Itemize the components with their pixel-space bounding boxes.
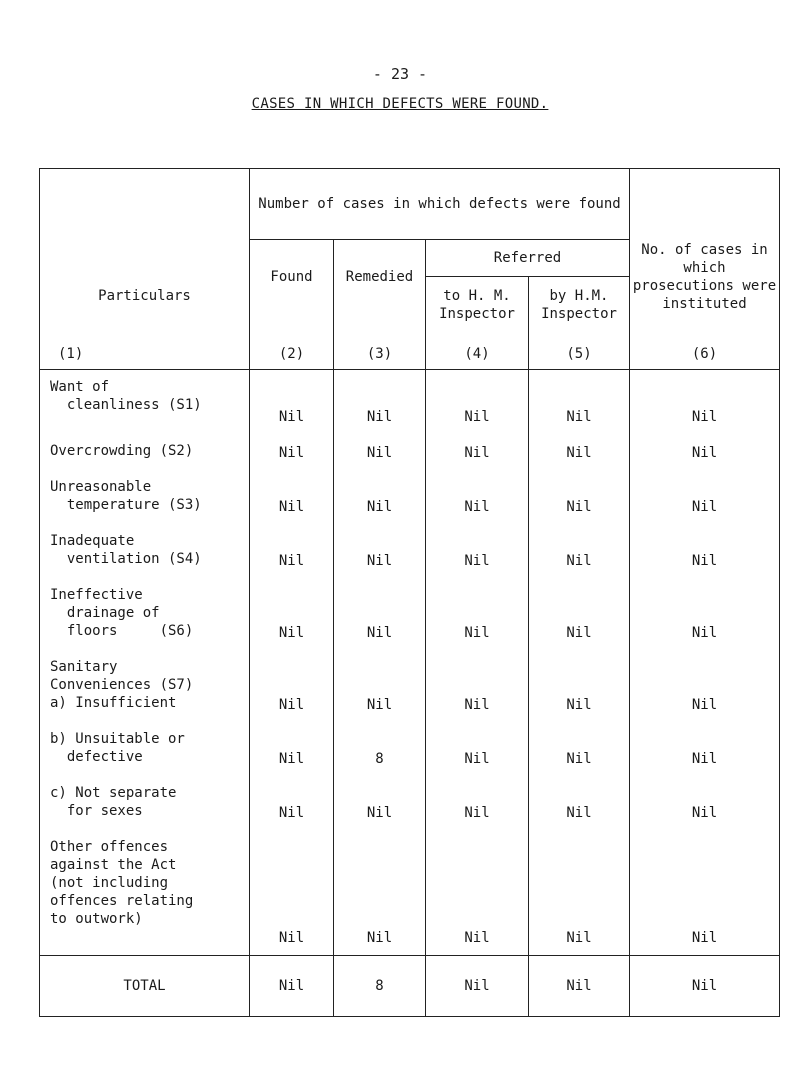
row-prosecutions: Nil <box>630 722 780 776</box>
row-particulars: Ineffective drainage of floors (S6) <box>40 578 250 650</box>
row-by-hm-inspector: Nil <box>529 578 630 650</box>
row-found: Nil <box>250 776 334 830</box>
table-row <box>40 524 780 578</box>
header-particulars: Particulars (1) <box>40 169 250 370</box>
row-found: Nil <box>250 830 334 956</box>
row-by-hm-inspector: Nil <box>529 650 630 722</box>
page-number: - 23 - <box>372 65 428 83</box>
row-by-hm-inspector: Nil <box>529 434 630 470</box>
row-remedied: Nil <box>334 650 426 722</box>
row-to-hm-inspector: Nil <box>426 434 529 470</box>
row-prosecutions: Nil <box>630 578 780 650</box>
row-to-hm-inspector: Nil <box>426 776 529 830</box>
row-found: Nil <box>250 370 334 434</box>
row-to-hm-inspector: Nil <box>426 830 529 956</box>
total-label: TOTAL <box>40 956 250 1017</box>
row-remedied: Nil <box>334 524 426 578</box>
table-row <box>40 434 780 470</box>
table-row <box>40 370 780 434</box>
row-remedied: Nil <box>334 776 426 830</box>
row-particulars: Inadequate ventilation (S4) <box>40 524 250 578</box>
total-to: Nil <box>426 956 529 1017</box>
row-remedied: Nil <box>334 578 426 650</box>
row-found: Nil <box>250 524 334 578</box>
row-prosecutions: Nil <box>630 470 780 524</box>
row-to-hm-inspector: Nil <box>426 524 529 578</box>
total-found: Nil <box>250 956 334 1017</box>
row-particulars: Sanitary Conveniences (S7) a) Insufficient <box>40 650 250 722</box>
row-prosecutions: Nil <box>630 434 780 470</box>
row-to-hm-inspector: Nil <box>426 470 529 524</box>
total-prosecutions: Nil <box>630 956 780 1017</box>
row-by-hm-inspector: Nil <box>529 524 630 578</box>
row-by-hm-inspector: Nil <box>529 722 630 776</box>
row-remedied: Nil <box>334 434 426 470</box>
row-to-hm-inspector: Nil <box>426 722 529 776</box>
row-found: Nil <box>250 650 334 722</box>
row-remedied: Nil <box>334 370 426 434</box>
header-referred: Referred <box>426 240 630 277</box>
row-remedied: Nil <box>334 830 426 956</box>
row-particulars: Unreasonable temperature (S3) <box>40 470 250 524</box>
row-particulars: b) Unsuitable or defective <box>40 722 250 776</box>
table-row <box>40 578 780 650</box>
row-remedied: 8 <box>334 722 426 776</box>
row-by-hm-inspector: Nil <box>529 830 630 956</box>
table-row <box>40 776 780 830</box>
row-particulars: Other offences against the Act (not including offences relating to outwork) <box>40 830 250 956</box>
row-prosecutions: Nil <box>630 370 780 434</box>
row-by-hm-inspector: Nil <box>529 370 630 434</box>
page-title: CASES IN WHICH DEFECTS WERE FOUND. <box>251 96 549 112</box>
row-prosecutions: Nil <box>630 830 780 956</box>
row-by-hm-inspector: Nil <box>529 470 630 524</box>
row-particulars: Overcrowding (S2) <box>40 434 250 470</box>
header-number-of-cases: Number of cases in which defects were found <box>250 169 630 240</box>
header-to-hm-inspector: to H. M. Inspector (4) <box>426 277 529 370</box>
row-found: Nil <box>250 470 334 524</box>
row-prosecutions: Nil <box>630 650 780 722</box>
row-to-hm-inspector: Nil <box>426 370 529 434</box>
row-prosecutions: Nil <box>630 524 780 578</box>
table-row <box>40 722 780 776</box>
header-found: Found (2) <box>250 240 334 370</box>
total-row <box>40 956 780 1017</box>
header-prosecutions: No. of cases in which prosecutions were instituted (6) <box>630 169 780 370</box>
defects-table <box>39 168 780 1017</box>
row-to-hm-inspector: Nil <box>426 578 529 650</box>
row-particulars: Want of cleanliness (S1) <box>40 370 250 434</box>
table-row <box>40 470 780 524</box>
row-to-hm-inspector: Nil <box>426 650 529 722</box>
row-found: Nil <box>250 578 334 650</box>
row-particulars: c) Not separate for sexes <box>40 776 250 830</box>
row-prosecutions: Nil <box>630 776 780 830</box>
row-found: Nil <box>250 434 334 470</box>
total-remedied: 8 <box>334 956 426 1017</box>
total-by: Nil <box>529 956 630 1017</box>
header-remedied: Remedied (3) <box>334 240 426 370</box>
header-by-hm-inspector: by H.M. Inspector (5) <box>529 277 630 370</box>
row-found: Nil <box>250 722 334 776</box>
table-body <box>40 370 780 956</box>
table-row <box>40 650 780 722</box>
table-row <box>40 830 780 956</box>
row-by-hm-inspector: Nil <box>529 776 630 830</box>
row-remedied: Nil <box>334 470 426 524</box>
